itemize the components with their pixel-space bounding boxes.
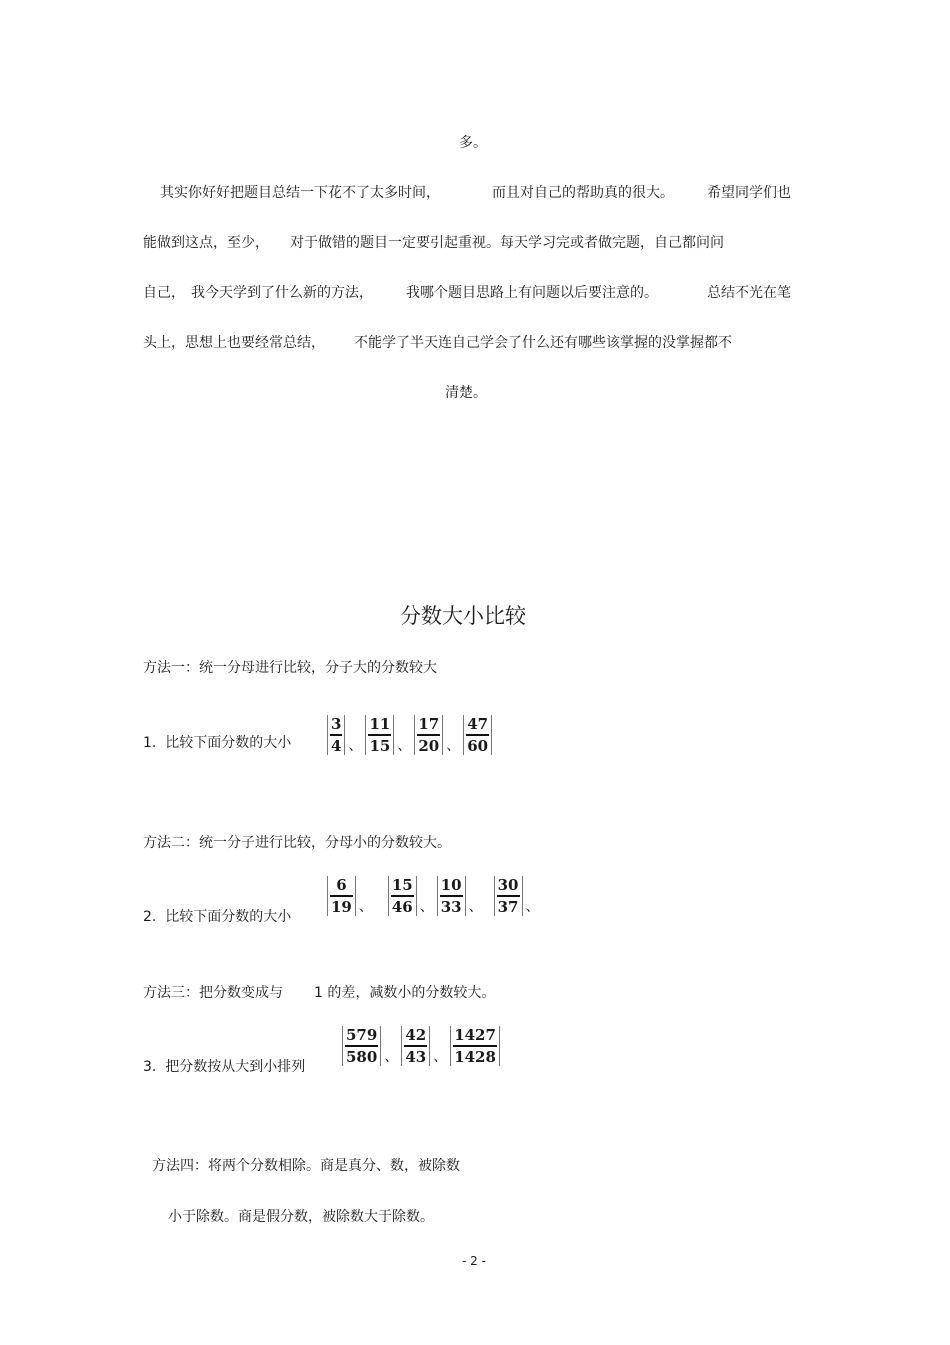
method-two: 方法二：统一分子进行比较，分母小的分数较大。 — [143, 835, 451, 851]
question-three: 3. 把分数按从大到小排列 — [143, 1059, 306, 1075]
fraction: $\frac{42}{43}$ — [401, 1026, 430, 1066]
fraction: $\frac{3}{4}$ — [327, 715, 345, 755]
question-one-fractions — [326, 715, 493, 755]
text-line: 头上，思想上也要经常总结， — [143, 335, 325, 351]
text-line: 希望同学们也 — [707, 185, 791, 201]
method-three-part-two: 1 的差，减数小的分数较大。 — [314, 985, 496, 1001]
fraction: $\frac{47}{60}$ — [463, 715, 492, 755]
text-line: 我哪个题目思路上有问题以后要注意的。 — [406, 285, 658, 301]
method-three-part-one: 方法三：把分数变成与 — [143, 985, 283, 1001]
question-one: 1. 比较下面分数的大小 — [143, 735, 292, 751]
text-line: 对于做错的题目一定要引起重视。每天学习完或者做完题，自己都问问 — [290, 235, 724, 251]
separator: 、 — [525, 899, 540, 915]
fraction: $\frac{30}{37}$ — [494, 876, 523, 916]
fraction: $\frac{15}{46}$ — [388, 876, 417, 916]
fraction: $\frac{6}{19}$ — [327, 876, 356, 916]
separator: 、 — [397, 738, 412, 754]
fraction: $\frac{1427}{1428}$ — [450, 1026, 500, 1066]
text-line: 多。 — [459, 135, 487, 151]
text-line: 我今天学到了什么新的方法， — [191, 285, 373, 301]
separator: 、 — [358, 899, 373, 915]
separator: 、 — [348, 738, 363, 754]
method-four-line-one: 方法四：将两个分数相除。商是真分、数，被除数 — [152, 1158, 460, 1174]
text-line: 能做到这点，至少， — [143, 235, 269, 251]
method-one: 方法一：统一分母进行比较，分子大的分数较大 — [143, 660, 437, 676]
text-line: 而且对自己的帮助真的很大。 — [492, 185, 674, 201]
fraction: $\frac{579}{580}$ — [342, 1026, 381, 1066]
separator: 、 — [446, 738, 461, 754]
text-line: 总结不光在笔 — [707, 285, 791, 301]
question-two: 2. 比较下面分数的大小 — [143, 909, 292, 925]
question-three-fractions — [341, 1026, 501, 1066]
separator: 、 — [419, 899, 434, 915]
text-line: 清楚。 — [445, 385, 487, 401]
page-number: - 2 - — [462, 1254, 486, 1268]
text-line: 自己， — [143, 285, 185, 301]
separator: 、 — [384, 1049, 399, 1065]
separator: 、 — [468, 899, 483, 915]
separator: 、 — [433, 1049, 448, 1065]
fraction: $\frac{17}{20}$ — [414, 715, 443, 755]
method-four-line-two: 小于除数。商是假分数，被除数大于除数。 — [168, 1209, 434, 1225]
text-line: 其实你好好把题目总结一下花不了太多时间， — [160, 185, 440, 201]
section-title: 分数大小比较 — [400, 604, 526, 628]
question-two-fractions — [326, 876, 542, 916]
fraction: $\frac{10}{33}$ — [437, 876, 466, 916]
text-line: 不能学了半天连自己学会了什么还有哪些该掌握的没掌握都不 — [354, 335, 732, 351]
fraction: $\frac{11}{15}$ — [365, 715, 394, 755]
